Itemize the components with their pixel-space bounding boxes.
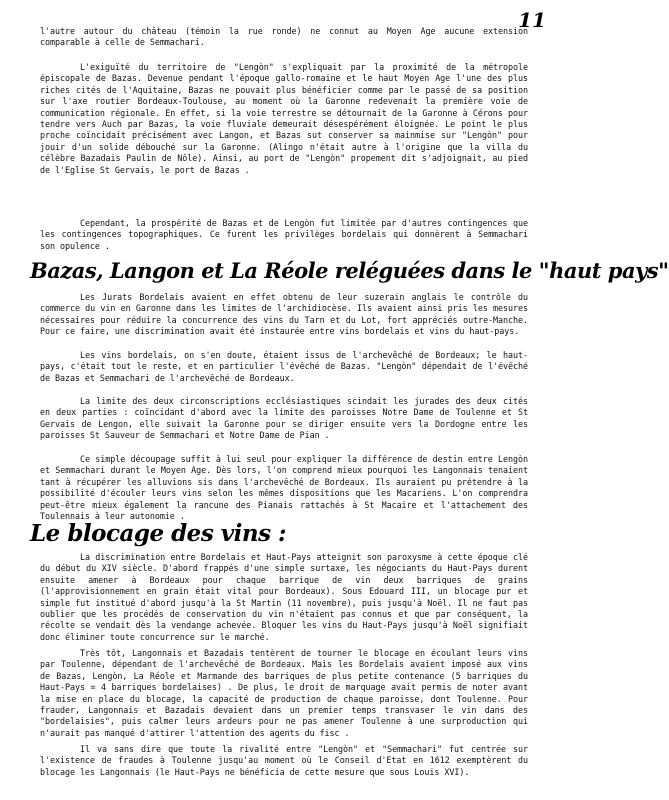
section1-paragraph-3: La limite des deux circonscriptions ecclésiastiques scindait les jurades des deux cités en deux parties : coïncidant d'abord avec la limite des paroisses Notre Dame de Toulenne et St Gervais de Lengon, elle suivait la Garonne pour se diriger ensuite vers la Dordogne entre les paroisses St Sauveur de Semmachari et Notre Dame de Pian . bbox=[40, 396, 528, 441]
section2-paragraph-2: Très tôt, Langonnais et Bazadais tentèrent de tourner le blocage en écoulant leurs vins par Toulenne, dépendant de l'archevêché de Bordeaux. Mais les Bordelais avaient imposé aux vins de Bazas, Lengòn, La Réole et Marmande des barriques de plus petite contenance (5 barriques du Haut-Pays = 4 barriques bordelaises) . De plus, le droit de marquage avait permis de noter avant la mise en place du blocage, la capacité de production de chaque paroisse, dont Toulenne. Pour frauder, Langonnais et Bazadais devaient dans un premier temps transvaser le vin dans des "bordelaisies", puis calmer leurs ardeurs pour ne pas amener Toulenne à une surproduction qui n'aurait pas manqué d'attirer l'attention des agents du fisc . bbox=[40, 648, 528, 738]
section2-paragraph-3: Il va sans dire que toute la rivalité entre "Lengòn" et "Semmachari" fut centrée sur l'existence de fraudes à Toulenne jusqu'au moment où le Conseil d'Etat en 1612 exemptèrent du blocage les Langonnais (le Haut-Pays ne bénéficia de cette mesure que sous Louis XVI). bbox=[40, 744, 528, 777]
section1-paragraph-4-block bbox=[40, 454, 528, 522]
section-heading-blocage: Le blocage des vins : bbox=[30, 520, 287, 547]
section2-paragraph-2-block bbox=[40, 648, 528, 739]
section2-paragraph-3-block bbox=[40, 744, 528, 778]
intro-paragraph-1: l'autre autour du château (témoin la rue ronde) ne connut au Moyen Age aucune extension comparable à celle de Semmachari. bbox=[40, 26, 528, 48]
section1-paragraph-1-block bbox=[40, 292, 528, 338]
intro-paragraph-1-block bbox=[40, 26, 528, 49]
intro-paragraph-2-block bbox=[40, 62, 528, 176]
section1-paragraph-3-block bbox=[40, 396, 528, 442]
intro-paragraph-3: Cependant, la prospérité de Bazas et de Lengòn fut limitée par d'autres contingences que les contingences topographiques. Ce furent les privilèges bordelais qui donnèrent à Semmachari son opulence . bbox=[40, 218, 528, 251]
section1-paragraph-1: Les Jurats Bordelais avaient en effet obtenu de leur suzerain anglais le contrôle du commerce du vin en Garonne dans les limites de l'archidiocèse. Ils avaient ainsi pris les mesures nécessaires pour réduire la concurrence des vins du Tarn et du Lot, fort appréciés outre-Manche. Pour ce faire, une discrimination avait été instaurée entre vins bordelais et vins du haut-pays. bbox=[40, 292, 528, 337]
section-heading-bazas-langon: Bazas, Langon et La Réole reléguées dans le "haut pays" bbox=[30, 258, 669, 283]
section2-paragraph-1-block bbox=[40, 552, 528, 643]
section1-paragraph-2: Les vins bordelais, on s'en doute, étaient issus de l'archevêché de Bordeaux; le haut-pays, c'était tout le reste, et en particulier l'évêché de Bazas. "Lengòn" dépendait de l'évêché de Bazas et Semmachari de l'archevêché de Bordeaux. bbox=[40, 350, 528, 383]
section1-paragraph-4: Ce simple découpage suffit à lui seul pour expliquer la différence de destin entre Lengòn et Semmachari durant le Moyen Age. Dès lors, l'on comprend mieux pourquoi les Langonnais tenaient tant à récupérer les alluvions sis dans l'archevêché de Bordeaux. Ils auraient pu prétendre à la possibilité d'écouler leurs vins selon les mêmes dispositions que les Macariens. L'on comprendra peut-être mieux également la rancune des Pianais rattachés à St Macaire et l'attachement des Toulennais à leur autonomie . bbox=[40, 454, 528, 522]
intro-paragraph-2: L'exiguïté du territoire de "Lengòn" s'expliquait par la proximité de la métropole épiscopale de Bazas. Devenue pendant l'époque gallo-romaine et le haut Moyen Age l'une des plus riches cités de l'Aquitaine, Bazas ne pouvait plus bénéficier comme par le passé de sa position sur l'axe routier Bordeaux-Toulouse, au moment où la Garonne redevenait la première voie de communication régionale. En effet, si la voie terrestre se détournait de la Garonne à Cérons pour tendre vers Auch par Bazas, la voie fluviale demeurait désespérément éloignée. Le point le plus proche coïncidait précisément avec Langon, et Bazas sut conserver sa mainmise sur "Lengòn" pour jouir d'un solide débouché sur la Garonne. (Alingo n'était autre à l'origine que la villa du célèbre Bazadais Paulin de Nôle). Ainsi, au port de "Lengòn" propement dit s'adjoignait, au pied de l'Eglise St Gervais, le port de Bazas . bbox=[40, 62, 528, 175]
section1-paragraph-2-block bbox=[40, 350, 528, 384]
intro-paragraph-3-block bbox=[40, 218, 528, 252]
page-number: 11 bbox=[518, 8, 546, 32]
section2-paragraph-1: La discrimination entre Bordelais et Haut-Pays atteignit son paroxysme à cette époque clé du début du XIV siècle. D'abord frappés d'une simple surtaxe, les négociants du Haut-Pays durent ensuite amener à Bordeaux pour chaque barrique de vin deux barriques de grains (l'approvisionnement en grain était vital pour Bordeaux). Sous Edouard III, un blocage pur et simple fut institué d'abord jusqu'à la St Martin (11 novembre), puis jusqu'à Noël. Il ne faut pas oublier que les procédés de conservation du vin n'étaient pas connus et que par conséquent, la récolte se vendait dès la vendange achevée. Bloquer les vins du Haut-Pays jusqu'à Noël signifiait donc éliminer toute concurrence sur le marché. bbox=[40, 552, 528, 642]
